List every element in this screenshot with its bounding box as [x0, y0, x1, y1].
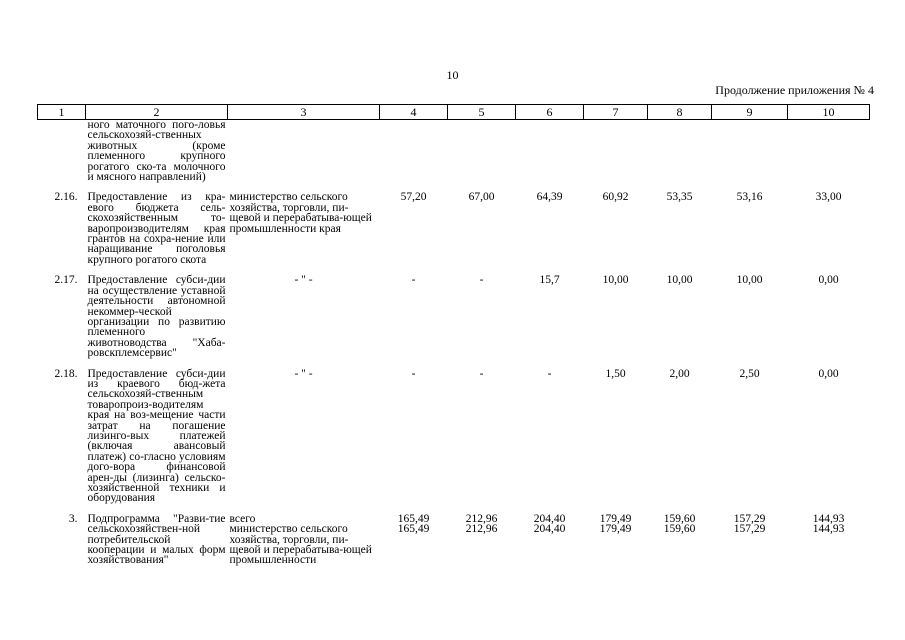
- col-header: 8: [648, 105, 712, 120]
- row-value: [448, 120, 516, 183]
- table-row: [38, 120, 870, 183]
- col-header: 4: [380, 105, 448, 120]
- col-header: 6: [516, 105, 584, 120]
- col-header: 2: [86, 105, 228, 120]
- row-value: [712, 120, 788, 183]
- row-value: 0,00: [818, 274, 839, 287]
- continuation-label: Продолжение приложения № 4: [715, 83, 874, 97]
- row-responsible: - " -: [294, 367, 313, 380]
- row-number: 2.18.: [54, 367, 78, 380]
- row-value: -: [411, 274, 416, 287]
- row-value: -: [411, 367, 416, 380]
- row-number: 2.16.: [54, 191, 78, 204]
- col-header: 7: [584, 105, 648, 120]
- col-header: 9: [712, 105, 788, 120]
- row-value: 179,49: [599, 523, 632, 536]
- row-number: [38, 120, 86, 183]
- row-value: 67,00: [468, 191, 495, 204]
- row-value: [516, 120, 584, 183]
- col-header: 3: [228, 105, 380, 120]
- row-value: 1,50: [605, 367, 626, 380]
- row-value: 64,39: [536, 191, 563, 204]
- row-value: 144,93: [812, 512, 845, 525]
- row-responsible: всего: [229, 512, 256, 525]
- row-value: 53,16: [736, 191, 763, 204]
- row-value: 157,29: [733, 523, 766, 536]
- row-value: 2,50: [739, 367, 760, 380]
- row-value: 212,96: [465, 523, 498, 536]
- row-number: 3.: [68, 512, 78, 525]
- row-value: 157,29: [733, 512, 766, 525]
- row-value: [788, 120, 870, 183]
- row-value: [380, 120, 448, 183]
- col-header: 1: [38, 105, 86, 120]
- row-value: 57,20: [400, 191, 427, 204]
- row-value: 212,96: [465, 512, 498, 525]
- table-row: [38, 192, 870, 265]
- page-number: 10: [446, 68, 459, 82]
- row-description: ного маточного пого-ловья сельскохозяй-ственных животных (кроме племенного крупного рогатого ско-та молочного и мясного направлений): [87, 119, 226, 184]
- row-value: 204,40: [533, 523, 566, 536]
- appendix-table: [37, 104, 870, 566]
- table-row: [38, 369, 870, 504]
- row-value: 204,40: [533, 512, 566, 525]
- row-description: Предоставление из кра-евого бюджета сель-скохозяйственным то-варопроизводителям края грантов на сохра-нение или наращивание поголовья крупного рогатого скота: [87, 191, 226, 266]
- row-value: 60,92: [602, 191, 629, 204]
- row-responsible: - " -: [294, 274, 313, 287]
- row-value: 159,60: [663, 523, 696, 536]
- row-responsible: министерство сельского хозяйства, торговли, пи-щевой и перерабатыва-ющей промышленности: [229, 523, 372, 567]
- row-value: 10,00: [602, 274, 629, 287]
- row-value: 33,00: [815, 191, 842, 204]
- row-description: Предоставление субси-дии на осуществление уставной деятельности автономной некоммер-ческой организации по развитию племенного животноводства "Хаба-ровскплемсервис": [87, 274, 226, 360]
- row-value: 10,00: [666, 274, 693, 287]
- table-row: [38, 275, 870, 358]
- row-responsible: министерство сельского хозяйства, торговли, пи-щевой и перерабатыва-ющей промышленности края: [229, 191, 372, 235]
- row-value: -: [547, 367, 552, 380]
- row-value: 15,7: [539, 274, 560, 287]
- row-value: -: [479, 274, 484, 287]
- row-value: 144,93: [812, 523, 845, 536]
- row-value: 159,60: [663, 512, 696, 525]
- row-value: 2,00: [669, 367, 690, 380]
- row-responsible: [228, 120, 380, 183]
- row-value: 179,49: [599, 512, 632, 525]
- row-value: [584, 120, 648, 183]
- col-header: 10: [788, 105, 870, 120]
- row-description: Предоставление субси-дии из краевого бюд-жета сельскохозяй-ственным товаропроиз-водителям края на воз-мещение части затрат на погашение лизинго-вых платежей (включая авансовый платеж) со-гласно условиям дого-вора финансовой арен-ды (лизинга) сельско-хозяйственной техники и оборудования: [87, 367, 226, 505]
- row-value: 165,49: [397, 523, 430, 536]
- row-number: 2.17.: [54, 274, 78, 287]
- header-row: [38, 105, 870, 120]
- col-header: 5: [448, 105, 516, 120]
- row-value: 0,00: [818, 367, 839, 380]
- row-value: -: [479, 367, 484, 380]
- row-value: 165,49: [397, 512, 430, 525]
- row-value: 10,00: [736, 274, 763, 287]
- row-value: [648, 120, 712, 183]
- row-value: 53,35: [666, 191, 693, 204]
- row-description: Подпрограмма "Разви-тие сельскохозяйствен-ной потребительской кооперации и малых форм хозяйствования": [87, 512, 226, 567]
